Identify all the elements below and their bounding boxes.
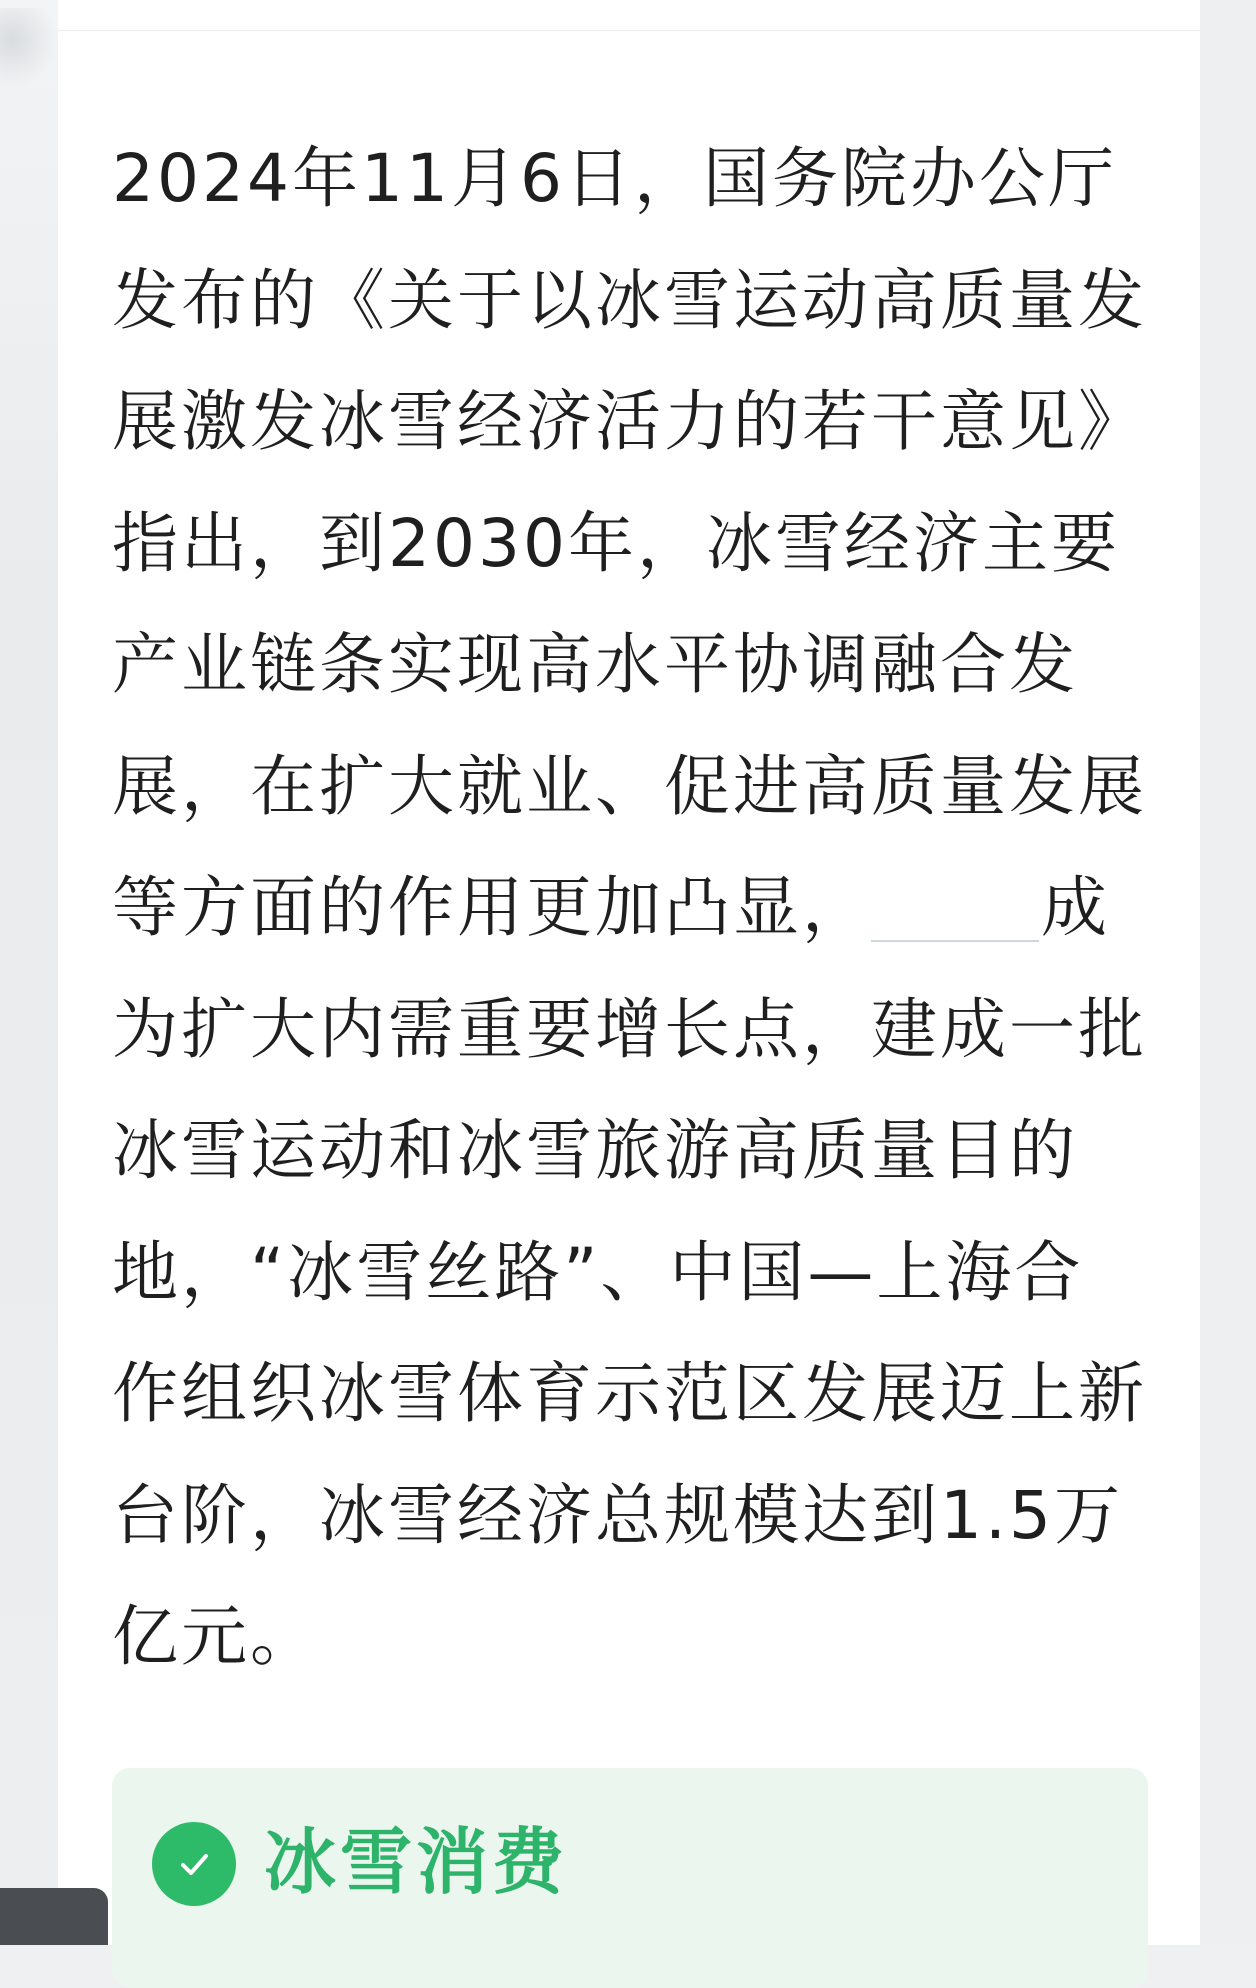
article-text-part-2: 成为扩大内需重要增长点，建成一批冰雪运动和冰雪旅游高质量目的地，“冰雪丝路”、中国—上海合作组织冰雪体育示范区发展迈上新台阶，冰雪经济总规模达到1.5万亿元。 [112,869,1147,1675]
article-paragraph [112,118,1152,1698]
article-text-part-1: 2024年11月6日，国务院办公厅发布的《关于以冰雪运动高质量发展激发冰雪经济活力的若干意见》指出，到2030年，冰雪经济主要产业链条实现高水平协调融合发展，在扩大就业、促进高质量发展等方面的作用更加凸显， [112,140,1147,946]
card-divider [58,30,1200,31]
check-circle-icon [152,1822,236,1906]
floating-side-tab[interactable] [0,1888,108,1945]
section-header-box [112,1768,1148,1988]
right-background-margin [1200,0,1256,1945]
left-background-margin [0,0,58,1945]
section-title: 冰雪消费 [264,1820,569,1904]
landscape-decoration [0,8,58,88]
fill-in-blank-line [871,874,1039,942]
article-card [58,0,1200,1945]
